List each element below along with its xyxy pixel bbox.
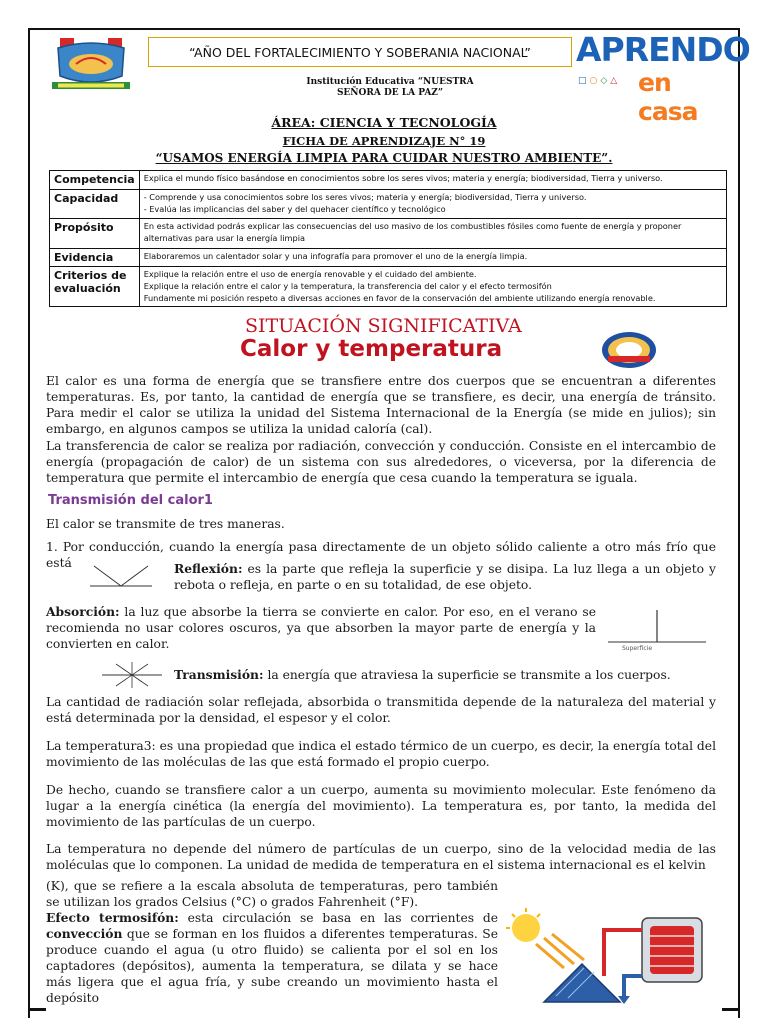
superficie-label: Superficie bbox=[622, 645, 653, 652]
transmision-paragraph bbox=[174, 667, 716, 683]
brand-shapes-icon: □○◇△ bbox=[578, 76, 621, 86]
table-row bbox=[50, 219, 727, 249]
paragraph: La cantidad de radiación solar reflejada, absorbida o transmitida depende de la naturaleza del material y está determinada por la densidad, el espesor y el color. bbox=[46, 695, 716, 725]
institution-name bbox=[290, 77, 490, 99]
page-border-corner bbox=[722, 1008, 740, 1011]
definition: que se forman en los fluidos a diferentes temperaturas. Se produce cuando el agua (u otro fluido) se calienta por el sol en los captadores (depósitos), aumenta la temperatura, se dilata y se hace más ligera que el agua fría, y sube creando un movimiento hasta el depósito bbox=[46, 927, 498, 1005]
theme-title: “USAMOS ENERGÍA LIMPIA PARA CUIDAR NUESTRO AMBIENTE”. bbox=[155, 151, 613, 165]
motto-text: “AÑO DEL FORTALECIMIENTO Y SOBERANIA NACIONAL” bbox=[189, 44, 531, 60]
row-value bbox=[139, 267, 726, 307]
emblem-icon bbox=[600, 330, 658, 370]
table-row bbox=[50, 171, 727, 190]
thermosiphon-diagram-icon bbox=[504, 906, 726, 1006]
reflection-diagram-icon bbox=[86, 562, 156, 592]
definition: la luz que absorbe la tierra se convierte en calor. Por eso, en el verano se recomienda no usar colores oscuros, ya que absorben la mayor parte de energía y la convierten en calor. bbox=[46, 605, 596, 651]
row-line: Explique la relación entre el calor y la temperatura, la transferencia del calor y el efecto termosifón bbox=[143, 280, 552, 291]
motto-box bbox=[148, 37, 572, 67]
row-label: Evidencia bbox=[50, 249, 140, 267]
row-line: - Comprende y usa conocimientos sobre los seres vivos; materia y energía; biodiversidad, Tierra y universo. bbox=[143, 192, 587, 202]
definition: la energía que atraviesa la superficie se transmite a los cuerpos. bbox=[263, 668, 671, 682]
termosifon-paragraph bbox=[46, 910, 498, 1006]
section-heading: Calor y temperatura bbox=[240, 336, 503, 362]
row-label: Capacidad bbox=[50, 190, 140, 219]
transmission-diagram-icon bbox=[100, 660, 164, 690]
paragraph: La temperatura no depende del número de partículas de un cuerpo, sino de la velocidad media de las moléculas que lo componen. La unidad de medida de temperatura en el sistema internacional es el kelvin bbox=[46, 842, 716, 872]
row-line: - Evalúa las implicancias del saber y del quehacer científico y tecnológico bbox=[143, 203, 446, 214]
row-label: Competencia bbox=[50, 171, 140, 190]
paragraph: El calor se transmite de tres maneras. bbox=[46, 517, 285, 531]
row-line: Explique la relación entre el uso de energía renovable y el cuidado del ambiente. bbox=[143, 269, 477, 279]
page-border-corner bbox=[28, 1008, 46, 1011]
table-row bbox=[50, 190, 727, 219]
institution-line: SEÑORA DE LA PAZ” bbox=[336, 88, 444, 98]
row-value: Elaboraremos un calentador solar y una infografía para promover el uno de la energía limpia. bbox=[139, 249, 726, 267]
aprendo-en-casa-logo bbox=[576, 30, 750, 126]
row-line: Fundamente mi posición respeto a diversas acciones en favor de la conservación del ambiente utilizando energía renovable. bbox=[143, 292, 656, 303]
paragraph: La transferencia de calor se realiza por radiación, convección y conducción. Consiste en el intercambio de energía (propagación de calor) de un sistema con sus alrededores, o viceversa, por la diferencia de temperatura que permite el intercambio de energía que cesa cuando la temperatura se iguala. bbox=[46, 439, 716, 485]
paragraph: 1. Por conducción, cuando la energía pasa directamente de un objeto sólido caliente a otro más frío que está bbox=[46, 540, 716, 570]
learning-info-table bbox=[49, 170, 727, 307]
row-value bbox=[139, 190, 726, 219]
definition: es la parte que refleja la superficie y se disipa. La luz llega a un objeto y rebota o refleja, en parte o en su totalidad, de ese objeto. bbox=[174, 562, 716, 592]
table-row bbox=[50, 249, 727, 267]
paragraph: La temperatura3: es una propiedad que indica el estado térmico de un cuerpo, es decir, la energía total del movimiento de las moléculas de las que está formado el propio cuerpo. bbox=[46, 739, 716, 769]
situacion-title: SITUACIÓN SIGNIFICATIVA bbox=[245, 315, 522, 337]
absorption-diagram-icon bbox=[604, 608, 710, 660]
table-row bbox=[50, 267, 727, 307]
term: Efecto termosifón: bbox=[46, 910, 179, 925]
paragraph: De hecho, cuando se transfiere calor a un cuerpo, aumenta su movimiento molecular. Este fenómeno da lugar a la energía cinética (la energía del movimiento). La temperatura es, por tanto, la medida del movimiento de las partículas de un cuerpo. bbox=[46, 783, 716, 829]
area-title: ÁREA: CIENCIA Y TECNOLOGÍA bbox=[271, 115, 497, 130]
row-value: Explica el mundo físico basándose en conocimientos sobre los seres vivos; materia y energía; biodiversidad, Tierra y universo. bbox=[139, 171, 726, 190]
institution-line: Institución Educativa “NUESTRA bbox=[306, 77, 474, 87]
term: convección bbox=[46, 926, 123, 941]
paragraph: El calor es una forma de energía que se transfiere entre dos cuerpos que se encuentran a diferentes temperaturas. Es, por tanto, la cantidad de energía que se transfiere, es decir, una energía de tránsito. Para medir el calor se utiliza la unidad del Sistema Internacional de la Energía (se mide en julios); sin embargo, en algunos campos se utiliza la unidad caloría (cal). bbox=[46, 374, 716, 436]
paragraph: (K), que se refiere a la escala absoluta de temperaturas, pero también se utilizan los grados Celsius (°C) o grados Fahrenheit (°F). bbox=[46, 879, 498, 909]
ficha-title: FICHA DE APRENDIZAJE N° 19 bbox=[282, 134, 486, 148]
brand-word: en casa bbox=[638, 68, 698, 126]
row-value: En esta actividad podrás explicar las consecuencias del uso masivo de los combustibles fósiles como fuente de energía y proponer alternativas para usar la energía limpia bbox=[139, 219, 726, 249]
definition: esta circulación se basa en las corrientes de bbox=[178, 911, 498, 925]
term: Reflexión: bbox=[174, 561, 243, 576]
term: Absorción: bbox=[46, 604, 120, 619]
row-label: Criterios de evaluación bbox=[50, 267, 140, 307]
absorcion-paragraph bbox=[46, 604, 596, 652]
row-label: Propósito bbox=[50, 219, 140, 249]
school-logo-icon bbox=[50, 34, 132, 92]
reflexion-paragraph bbox=[174, 561, 716, 593]
term: Transmisión: bbox=[174, 667, 264, 682]
brand-word: APRENDO bbox=[576, 30, 750, 69]
subsection-heading: Transmisión del calor1 bbox=[48, 493, 213, 508]
